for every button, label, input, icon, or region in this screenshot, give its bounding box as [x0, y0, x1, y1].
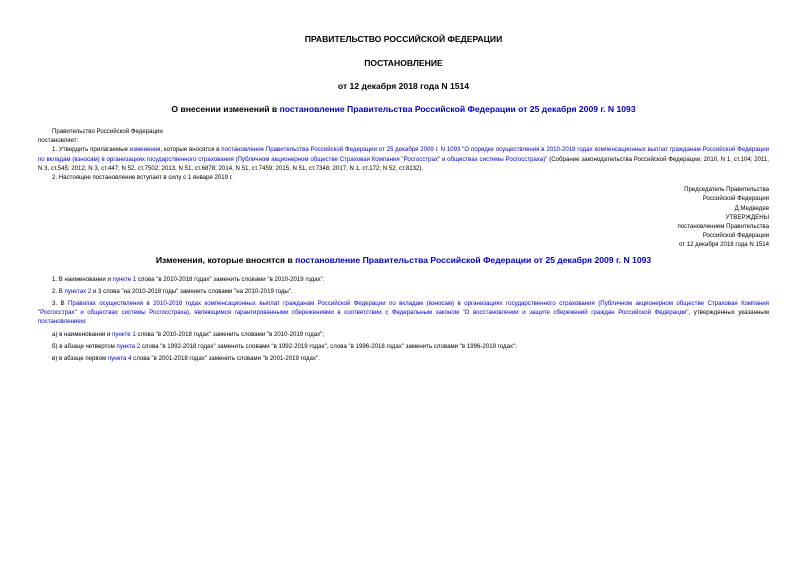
c2-points-link[interactable]: пунктах 2 — [64, 287, 92, 295]
c3-rules-link[interactable]: Правилах осуществления в 2010-2018 годах компенсационных выплат гражданам Российской Федерации по вкладам (взносам) в организациях государственного страхования (Публичном акционерном обществе Страховая Компания "Росгосстрах" и обществах системы Росгосстраха), являющимся гарантированными сбережениями в соответствии с Федеральным законом "О восстановлении и защите сбережений граждан Российской Федерации" — [38, 300, 769, 317]
approval-heading: УТВЕРЖДЕНЫ — [725, 213, 769, 221]
change-item-1 — [38, 275, 769, 284]
c3a-point-link[interactable]: пункте 1 — [112, 330, 136, 338]
c3-decree-link[interactable]: постановлением — [38, 318, 85, 326]
changes-title-decree-link[interactable]: постановление Правительства Российской Федерации от 25 декабря 2009 г. N 1093 — [295, 254, 652, 265]
intro-block — [38, 127, 769, 145]
c1-point-link[interactable]: пункте 1 — [112, 275, 137, 283]
c3-text-b: , утвержденных указанным — [688, 309, 769, 317]
change-item-3c — [38, 354, 769, 363]
c3b-text-b: слова "в 1992-2018 годах" заменить словами "в 1992-2019 годах", слова "в 1996-2018 годах" заменить словами "в 1996-2019 годах"; — [140, 342, 517, 350]
paragraph-1 — [38, 145, 769, 173]
p1-text-c: (Собрание законодательства Российской Федерации, 2010, N 1, ст.104; 2011, N 3, ст.545; 2012, N 3, ст.447; N 52, ст.7502; 2013, N 51, ст.6878; 2014, N 51, ст.7459; 2015, N 51, ст.7348; 2017, N 1, ст.172; N 52, ст.8132). — [38, 155, 769, 172]
p1-changes-link[interactable]: изменения — [129, 146, 161, 154]
approval-block — [38, 213, 769, 250]
title-prefix: О внесении изменений в — [171, 104, 280, 114]
p1-text-a: 1. Утвердить прилагаемые — [52, 146, 130, 154]
change-item-2 — [38, 287, 769, 296]
c3-text-a: 3. В — [52, 300, 69, 308]
c3c-point-link[interactable]: пункта 4 — [107, 355, 132, 363]
c3b-point-link[interactable]: пункта 2 — [116, 342, 141, 350]
change-item-3 — [38, 299, 769, 327]
c2-text-b: и 3 слова "на 2010-2018 годы" заменить словами "на 2010-2019 годы". — [91, 287, 293, 295]
c3c-text-b: слова "в 2001-2018 годах" заменить словами "в 2001-2019 годах". — [131, 355, 320, 363]
document-title — [38, 104, 769, 114]
approval-line-4: от 12 декабря 2018 года N 1514 — [678, 241, 769, 249]
document-type: ПОСТАНОВЛЕНИЕ — [364, 58, 443, 68]
c3c-text-a: в) в абзаце первом — [52, 355, 108, 363]
signature-name: Д.Медведев — [734, 204, 769, 212]
c3a-text-a: а) в наименовании и — [52, 330, 113, 338]
change-item-3b — [38, 342, 769, 351]
signature-block — [38, 185, 769, 213]
paragraph-2: 2. Настоящее постановление вступает в силу с 1 января 2019 г. — [52, 174, 233, 182]
c3a-text-b: слова "в 2010-2018 годах" заменить словами "в 2010-2019 годах"; — [135, 330, 325, 338]
document-date-number: от 12 декабря 2018 года N 1514 — [337, 81, 470, 91]
c3b-text-a: б) в абзаце четвертом — [52, 342, 117, 350]
changes-title — [38, 255, 769, 265]
c1-text-b: слова "в 2010-2018 годах" заменить словами "в 2010-2019 годах". — [136, 275, 325, 283]
signature-org: Российской Федерации — [702, 195, 769, 203]
intro-resolves: постановляет: — [38, 137, 79, 145]
approval-line-2: постановлением Правительства — [677, 223, 769, 231]
changes-title-prefix: Изменения, которые вносятся в — [155, 254, 296, 265]
approval-line-3: Российской Федерации — [702, 232, 769, 240]
change-item-3a — [38, 330, 769, 339]
c1-text-a: 1. В наименовании и — [52, 275, 113, 283]
changes-list — [38, 275, 769, 364]
title-decree-link[interactable]: постановление Правительства Российской Федерации от 25 декабря 2009 г. N 1093 — [279, 104, 636, 114]
document-page — [38, 34, 769, 366]
p1-text-b: , которые вносятся в — [160, 146, 222, 154]
government-heading: ПРАВИТЕЛЬСТВО РОССИЙСКОЙ ФЕДЕРАЦИИ — [304, 34, 503, 44]
c2-text-a: 2. В — [52, 287, 65, 295]
intro-government: Правительство Российской Федерации — [52, 128, 163, 135]
c3-text-c: : — [85, 318, 87, 326]
signature-title: Председатель Правительства — [684, 186, 769, 194]
p1-decree-link[interactable]: постановление Правительства Российской Федерации от 25 декабря 2009 г. N 1093 "О порядке осуществления в 2010-2018 годах компенсационных выплат гражданам Российской Федерации по вкладам (взносам) в организациях государственного страхования (Публичном акционерном обществе Страховая Компания "Росгосстрах" и обществах системы Росгосстраха)" — [38, 146, 770, 163]
